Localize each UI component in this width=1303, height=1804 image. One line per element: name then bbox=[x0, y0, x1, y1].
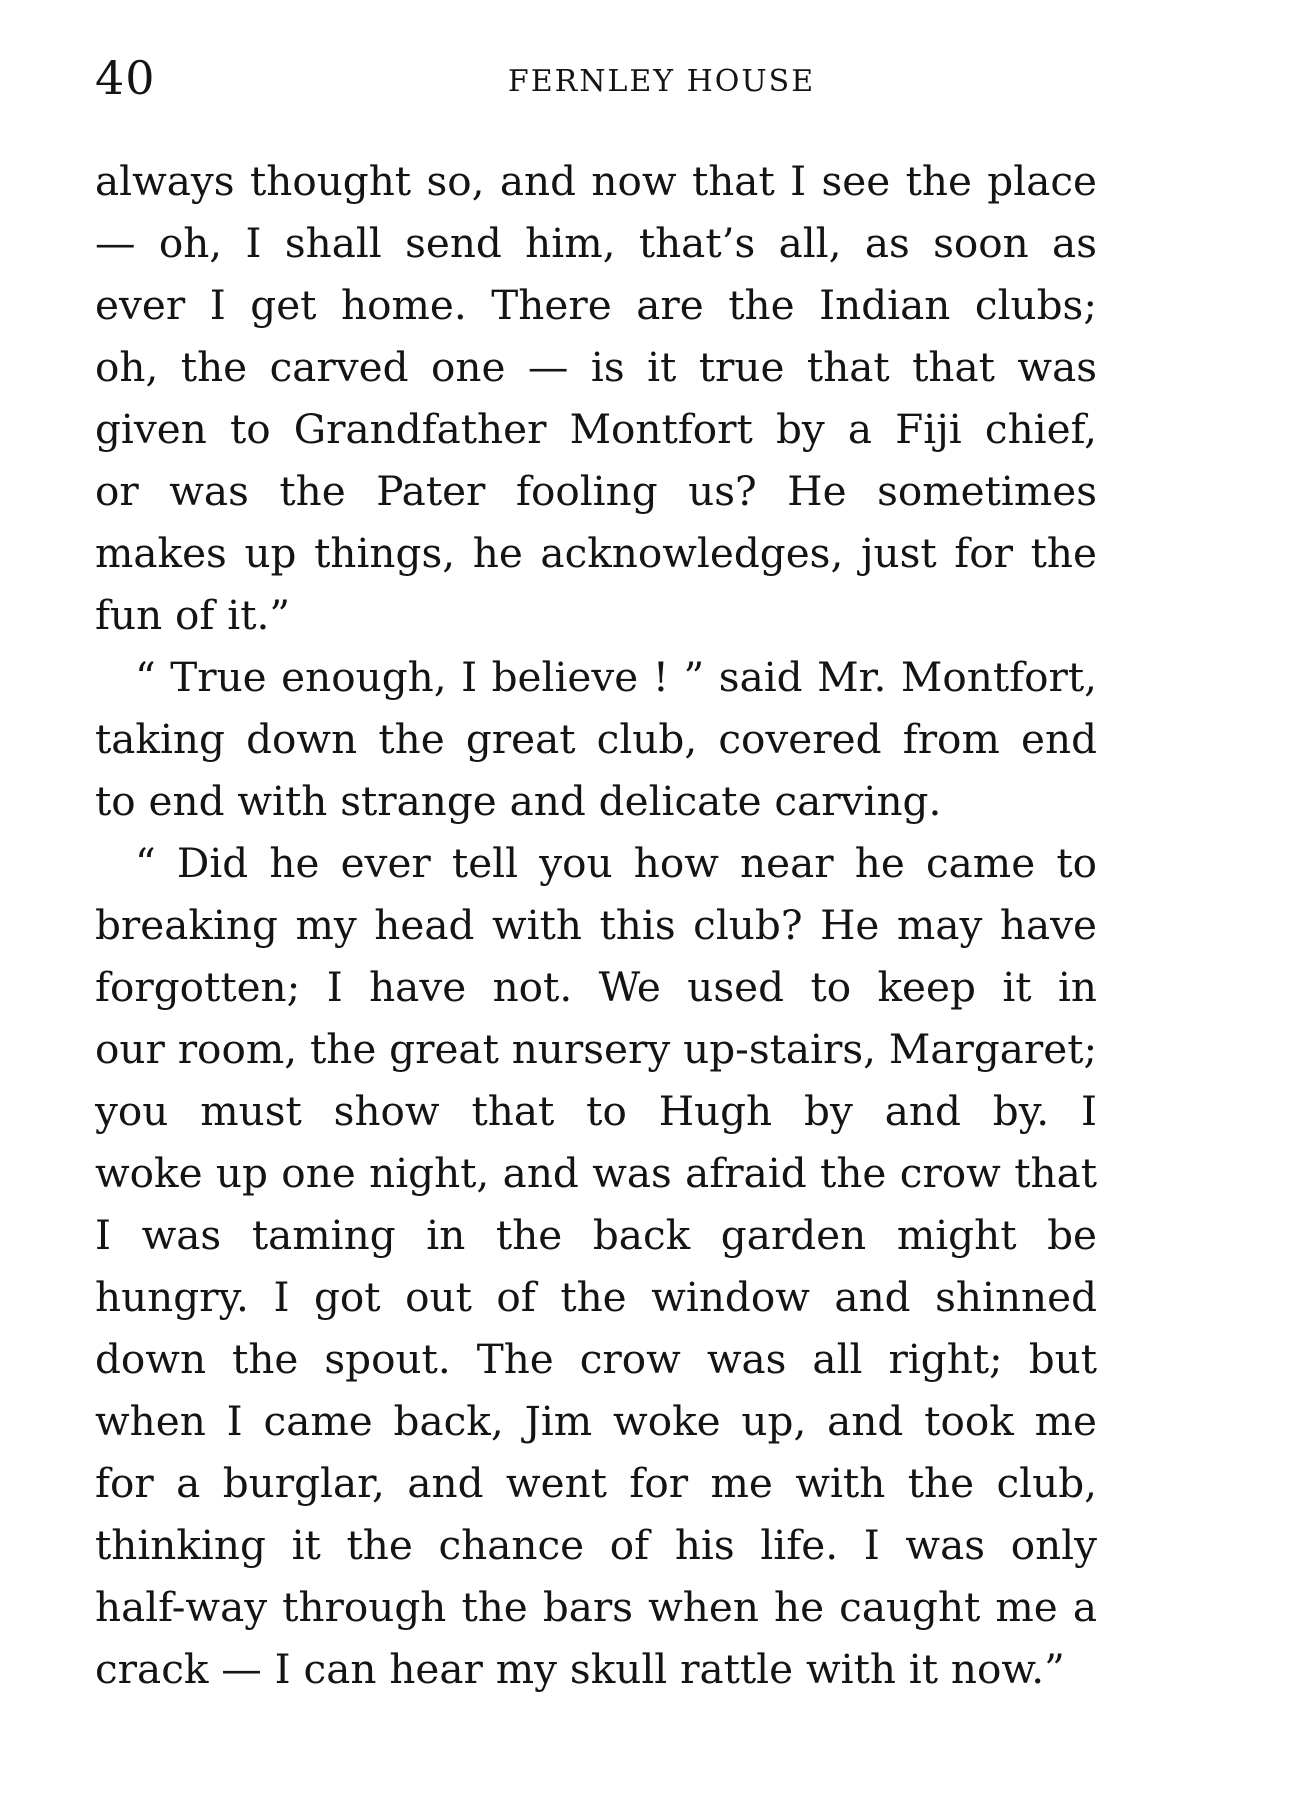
text-line: makes up things, he acknowledges, just for the bbox=[95, 529, 1097, 577]
text-line: woke up one night, and was afraid the crow that bbox=[95, 1149, 1097, 1197]
running-title: FERNLEY HOUSE bbox=[507, 64, 816, 99]
text-line: you must show that to Hugh by and by. I bbox=[95, 1087, 1097, 1135]
text-line: always thought so, and now that I see the place bbox=[95, 157, 1097, 205]
text-line: ever I get home. There are the Indian clubs; bbox=[95, 281, 1097, 329]
text-line: given to Grandfather Montfort by a Fiji chief, bbox=[95, 405, 1097, 453]
text-line: thinking it the chance of his life. I was only bbox=[95, 1521, 1097, 1569]
text-line: or was the Pater fooling us? He sometimes bbox=[95, 467, 1097, 515]
text-line: to end with strange and delicate carving. bbox=[95, 777, 942, 825]
text-line: — oh, I shall send him, that’s all, as soon as bbox=[95, 219, 1097, 267]
text-line: “ Did he ever tell you how near he came to bbox=[135, 839, 1097, 887]
text-line: I was taming in the back garden might be bbox=[95, 1211, 1097, 1259]
text-line: “ True enough, I believe ! ” said Mr. Montfort, bbox=[135, 653, 1097, 701]
text-line: our room, the great nursery up-stairs, Margaret; bbox=[95, 1025, 1097, 1073]
text-line: oh, the carved one — is it true that that was bbox=[95, 343, 1097, 391]
text-line: fun of it.” bbox=[95, 591, 291, 639]
text-line: down the spout. The crow was all right; but bbox=[95, 1335, 1097, 1383]
text-line: when I came back, Jim woke up, and took me bbox=[95, 1397, 1097, 1445]
text-line: taking down the great club, covered from end bbox=[95, 715, 1097, 763]
text-line: breaking my head with this club? He may have bbox=[95, 901, 1097, 949]
text-line: hungry. I got out of the window and shinned bbox=[95, 1273, 1097, 1321]
body-text bbox=[95, 150, 1097, 1700]
text-line: forgotten; I have not. We used to keep it in bbox=[95, 963, 1097, 1011]
text-line: crack — I can hear my skull rattle with it now.” bbox=[95, 1645, 1065, 1693]
text-line: half-way through the bars when he caught me a bbox=[95, 1583, 1097, 1631]
text-line: for a burglar, and went for me with the club, bbox=[95, 1459, 1097, 1507]
page-number: 40 bbox=[95, 51, 156, 105]
